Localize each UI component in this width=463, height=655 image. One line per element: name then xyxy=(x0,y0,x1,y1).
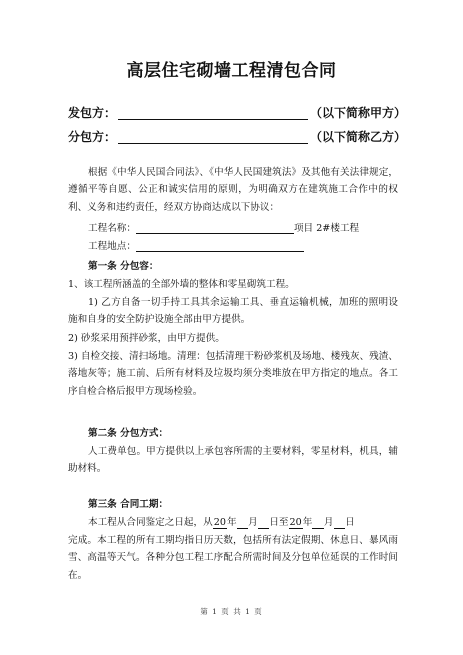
party-b-label: 分包方： xyxy=(68,130,117,144)
project-name-value: 项目 2#楼工程 xyxy=(293,223,360,234)
project-location-label: 工程地点： xyxy=(88,241,136,252)
article-3-text: 完成。本工程的所有工期均指日历天数，包括所有法定假期、休息日、暴风雨雪、高温等天气。各种分包工程工序配合所需时间及分包单位延误的工作时间在。 xyxy=(68,535,398,581)
party-a-blank[interactable] xyxy=(118,106,308,120)
article-1-item-1: 1、该工程所涵盖的全部外墙的整体和零星砌筑工程。 xyxy=(68,279,295,290)
start-day-unit: 日至 xyxy=(269,517,289,528)
end-month-blank[interactable] xyxy=(312,517,324,529)
date-lead: 本工程从合同鉴定之日起，从 xyxy=(88,517,213,528)
article-1-heading: 第一条 分包容： xyxy=(88,261,159,272)
article-1-item-2: 1) 乙方自备一切手持工具其余运输工具、垂直运输机械，加班的照明设施和自身的安全防护设施全部由甲方提供。 xyxy=(68,297,398,326)
start-year-unit: 年 xyxy=(226,517,237,528)
start-month-blank[interactable] xyxy=(237,517,249,529)
project-location-blank[interactable] xyxy=(136,239,304,252)
party-b-line xyxy=(68,128,407,146)
party-a-suffix: （以下简称甲方） xyxy=(310,106,407,120)
start-year[interactable]: 20 xyxy=(213,517,226,528)
end-month-unit: 月 xyxy=(323,517,334,528)
end-day-unit: 日 xyxy=(345,517,355,528)
start-day-blank[interactable] xyxy=(258,517,270,529)
project-name-line xyxy=(88,220,359,237)
article-1-item-3: 2) 砂浆采用预拌砂浆，由甲方提供。 xyxy=(68,333,225,344)
party-b-blank[interactable] xyxy=(118,130,308,144)
article-2-heading: 第二条 分包方式： xyxy=(88,428,169,439)
party-b-suffix: （以下简称乙方） xyxy=(310,130,407,144)
article-3-heading: 第三条 合同工期： xyxy=(88,499,169,510)
project-location-line xyxy=(88,238,304,255)
intro-paragraph: 根据《中华人民国合同法》、《中华人民国建筑法》及其他有关法律规定，遵循平等自愿、公正和诚实信用的原则，为明确双方在建筑施工合作中的权利、义务和违约责任，经双方协商达成以下协议： xyxy=(68,167,398,213)
document-title: 高层住宅砌墙工程清包合同 xyxy=(126,61,337,81)
end-day-blank[interactable] xyxy=(334,517,346,529)
page-footer: 第 1 页 共 1 页 xyxy=(200,607,263,616)
start-month-unit: 月 xyxy=(248,517,258,528)
party-a-line xyxy=(68,104,407,122)
project-name-blank[interactable] xyxy=(136,221,294,234)
end-year[interactable]: 20 xyxy=(289,517,302,528)
article-3-date-line xyxy=(68,514,398,531)
end-year-unit: 年 xyxy=(302,517,313,528)
article-2-text: 人工费单包。甲方提供以上承包容所需的主要材料，零星材料，机具，辅助材料。 xyxy=(68,446,398,475)
party-a-label: 发包方： xyxy=(68,106,117,120)
project-name-label: 工程名称： xyxy=(88,223,136,234)
article-1-item-4: 3) 自检交接、清扫场地。清理：包括清理干粉砂浆机及场地、楼残灰、残渣、落地灰等；施工前、后所有材料及垃圾均须分类堆放在甲方指定的地点。各工序自检合格后报甲方现场检验。 xyxy=(68,351,398,397)
